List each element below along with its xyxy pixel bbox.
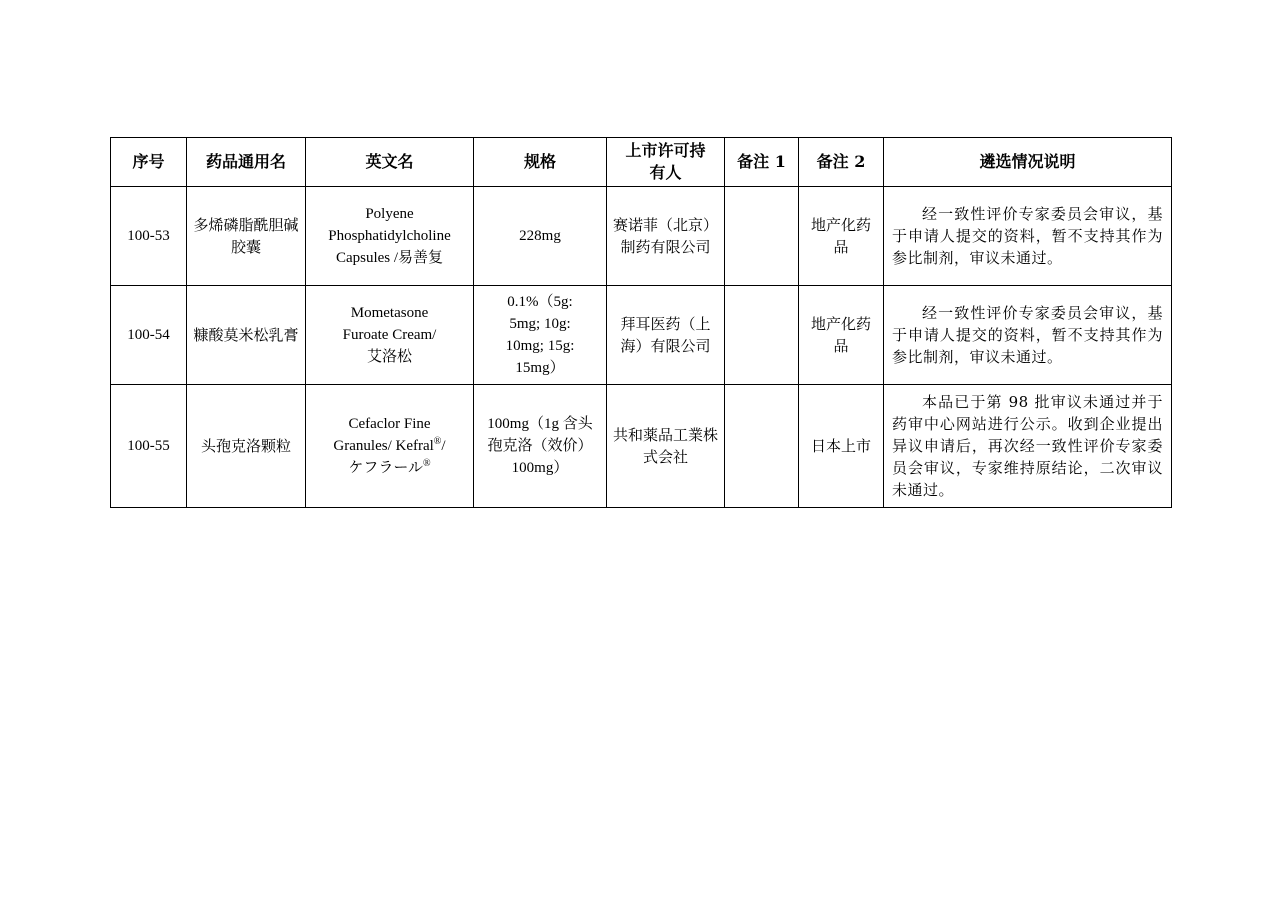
spec-line1: 0.1%（5g: [507, 294, 573, 310]
cell-english-name [306, 385, 474, 508]
english-name-line3 [312, 457, 467, 479]
cell-spec: 228mg [474, 187, 607, 286]
header-remark2: 备注 2 [799, 138, 884, 187]
header-spec: 规格 [474, 138, 607, 187]
table-row [111, 187, 1172, 286]
english-name-line1: Cefaclor Fine [348, 416, 431, 432]
english-name-line1: Polyene [365, 206, 414, 222]
cell-spec [474, 286, 607, 385]
header-holder-line1: 上市许可持 [625, 141, 706, 160]
english-name-line3: 艾洛松 [366, 349, 412, 365]
header-holder [607, 138, 725, 187]
header-explanation: 遴选情况说明 [884, 138, 1172, 187]
spec-line3: 10mg; 15g: [505, 338, 575, 354]
cell-spec: 100mg（1g 含头孢克洛（效价）100mg） [474, 385, 607, 508]
table-row [111, 286, 1172, 385]
cell-holder: 赛诺菲（北京）制药有限公司 [607, 187, 725, 286]
cell-remark2: 地产化药品 [799, 286, 884, 385]
cell-no: 100-53 [111, 187, 187, 286]
english-name-line2a: Granules/ Kefral [333, 438, 434, 454]
cell-explanation: 经一致性评价专家委员会审议，基于申请人提交的资料，暂不支持其作为参比制剂，审议未通过。 [884, 187, 1172, 286]
cell-no: 100-55 [111, 385, 187, 508]
drug-table [110, 137, 1172, 508]
cell-generic-name: 糠酸莫米松乳膏 [187, 286, 306, 385]
cell-remark2: 地产化药品 [799, 187, 884, 286]
registered-mark: ® [423, 458, 431, 469]
cell-english-name [306, 187, 474, 286]
cell-remark2: 日本上市 [799, 385, 884, 508]
cell-english-name [306, 286, 474, 385]
header-remark1: 备注 1 [725, 138, 799, 187]
cell-holder: 拜耳医药（上海）有限公司 [607, 286, 725, 385]
header-row [111, 138, 1172, 187]
cell-remark1 [725, 187, 799, 286]
header-generic-name: 药品通用名 [187, 138, 306, 187]
english-name-line2c: / [441, 438, 446, 454]
spec-line2: 5mg; 10g: [509, 316, 571, 332]
cell-remark1 [725, 385, 799, 508]
cell-generic-name: 头孢克洛颗粒 [187, 385, 306, 508]
cell-remark1 [725, 286, 799, 385]
english-name-line3a: ケフラール [348, 460, 424, 476]
header-english-name: 英文名 [306, 138, 474, 187]
cell-holder: 共和薬品工業株式会社 [607, 385, 725, 508]
cell-explanation: 经一致性评价专家委员会审议，基于申请人提交的资料，暂不支持其作为参比制剂，审议未通过。 [884, 286, 1172, 385]
cell-generic-name: 多烯磷脂酰胆碱胶囊 [187, 187, 306, 286]
registered-mark: ® [433, 436, 442, 447]
header-holder-line2: 有人 [649, 163, 682, 182]
cell-no: 100-54 [111, 286, 187, 385]
table-row [111, 385, 1172, 508]
english-name-line2 [312, 435, 467, 457]
english-name-line2: Furoate Cream/ [342, 327, 437, 343]
english-name-line3: Capsules /易善复 [335, 250, 444, 266]
cell-explanation: 本品已于第 98 批审议未通过并于药审中心网站进行公示。收到企业提出异议申请后，再次经一致性评价专家委员会审议，专家维持原结论，二次审议未通过。 [884, 385, 1172, 508]
english-name-line1: Mometasone [350, 305, 429, 321]
header-no: 序号 [111, 138, 187, 187]
spec-line4: 15mg） [515, 360, 565, 376]
english-name-line2: Phosphatidylcholine [328, 228, 451, 244]
